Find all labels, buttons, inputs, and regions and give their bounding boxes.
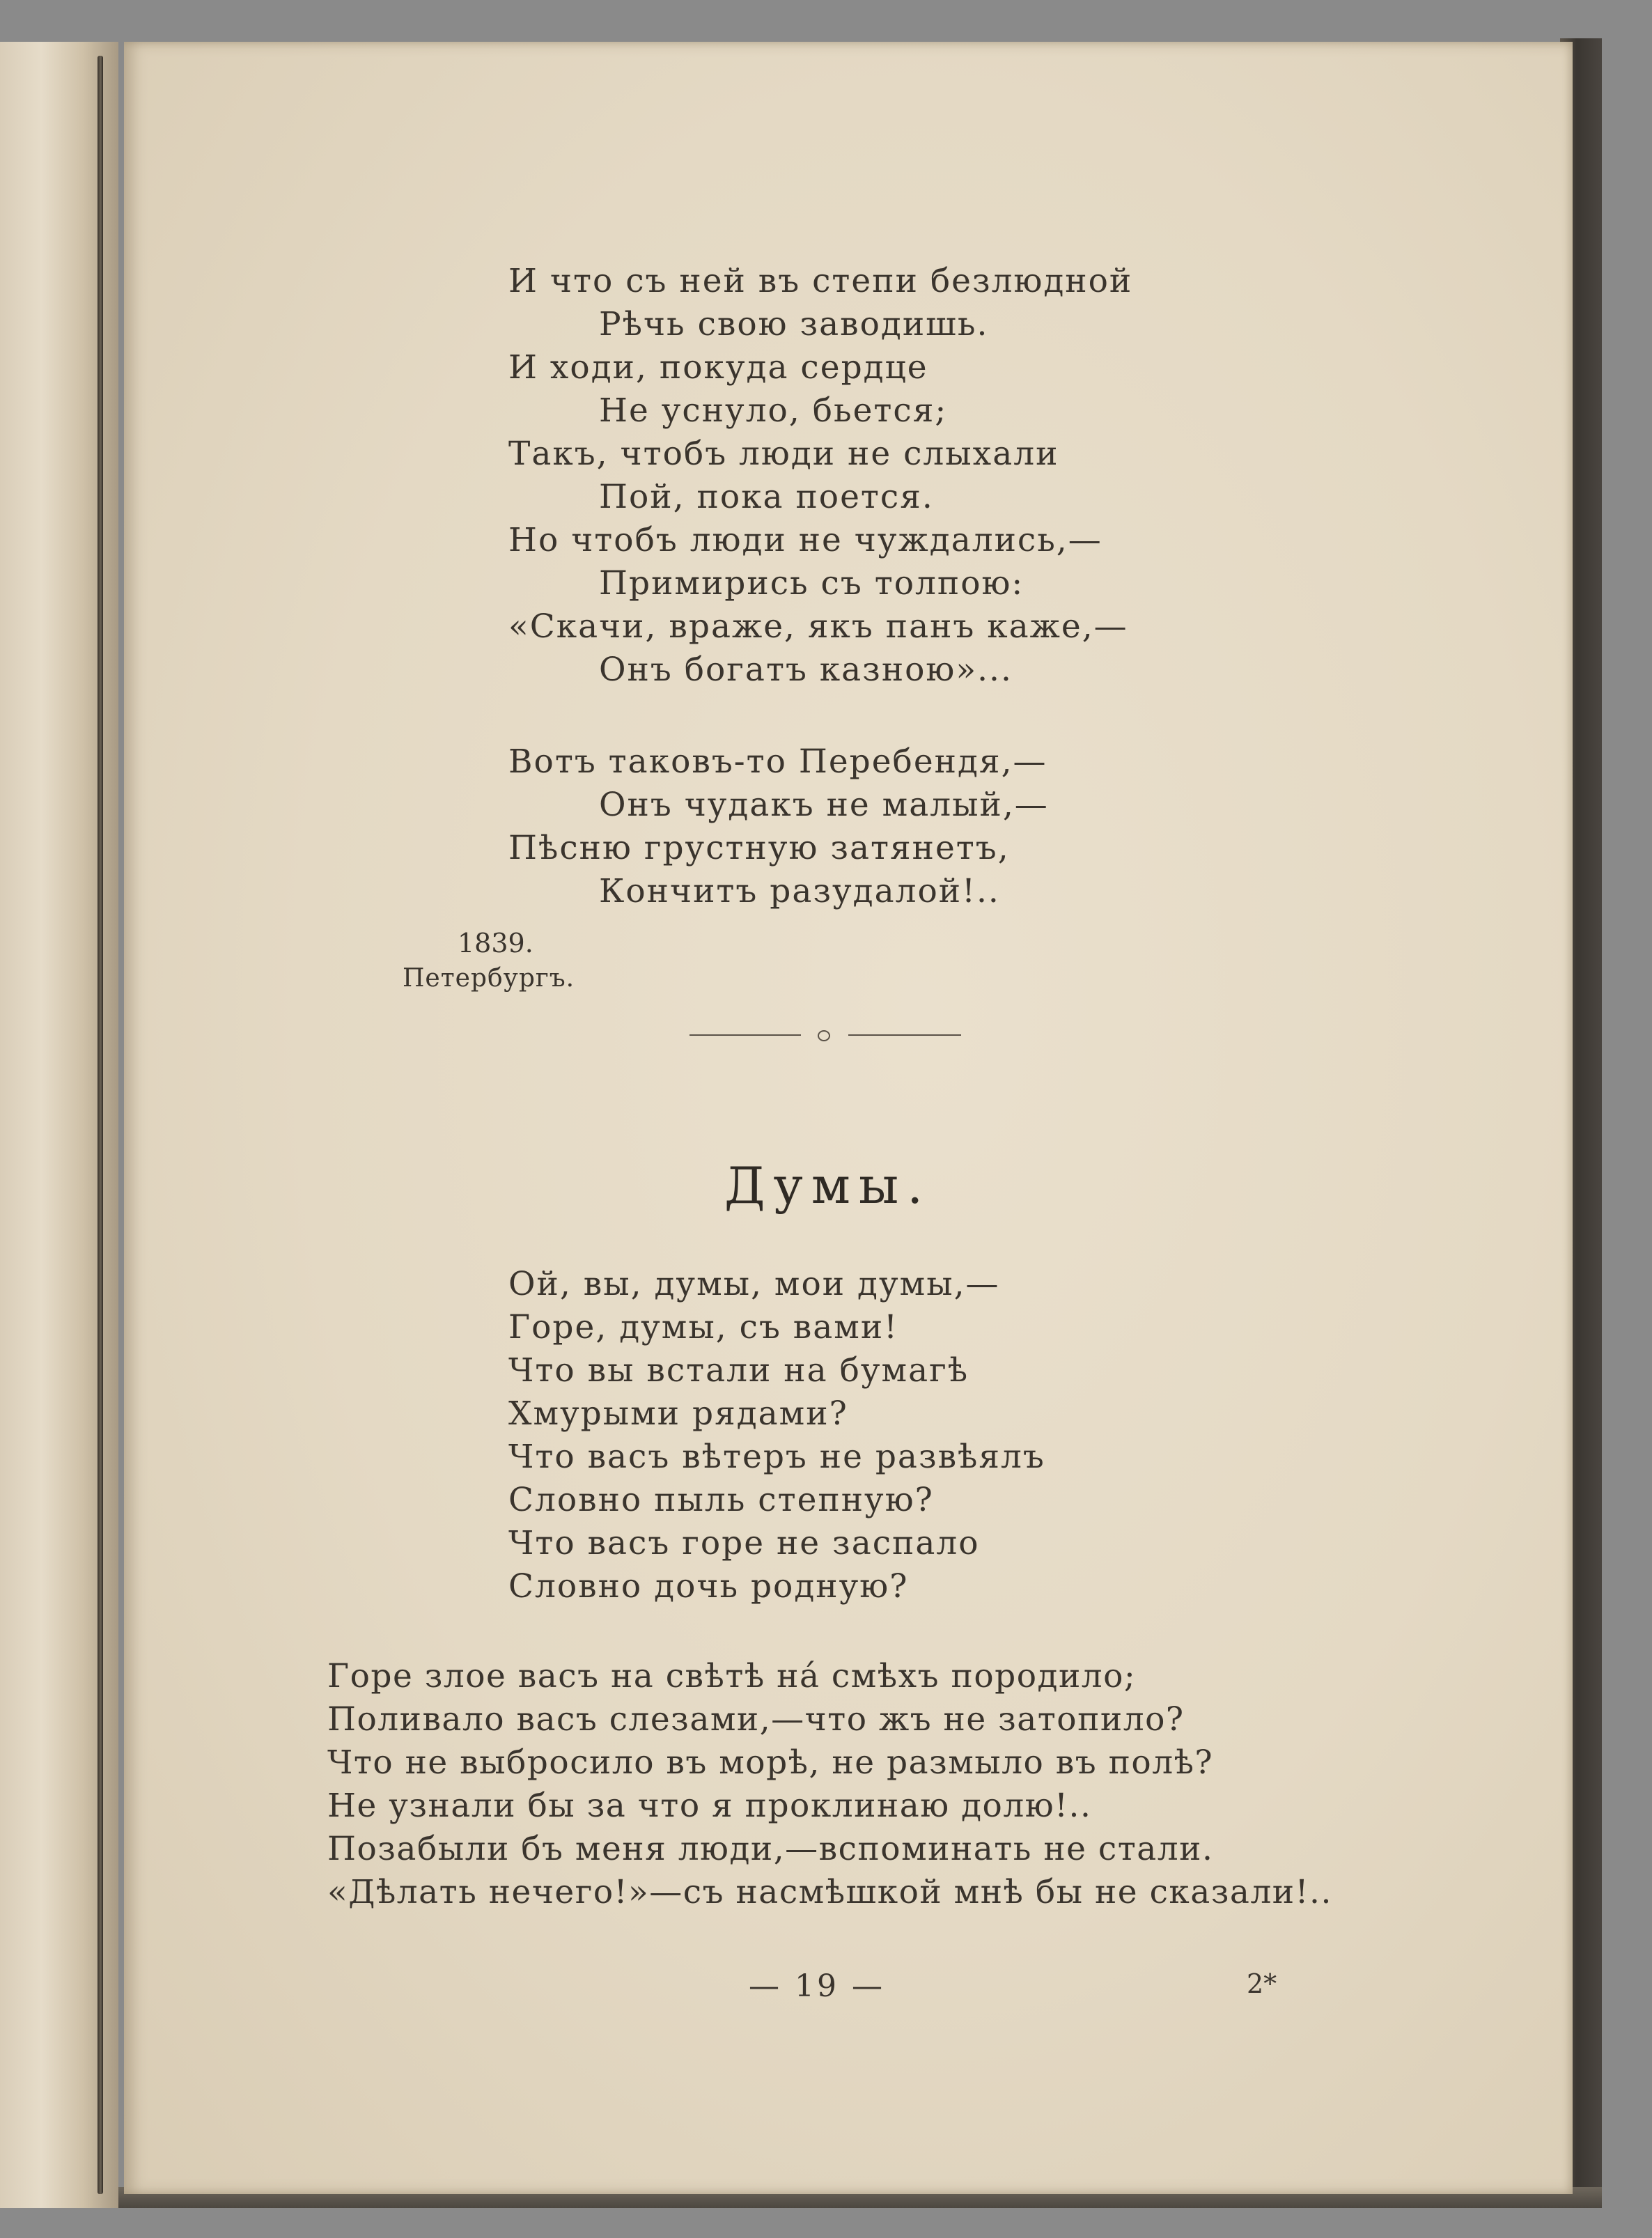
divider-ornament bbox=[818, 1030, 830, 1041]
verse-line: И ходи, покуда сердце bbox=[508, 348, 928, 387]
verse-line: Пой, пока поется. bbox=[599, 478, 934, 516]
verse-line: Онъ чудакъ не малый,— bbox=[599, 786, 1049, 824]
verse-line: Позабыли бъ меня люди,—вспоминать не стали. bbox=[327, 1830, 1214, 1868]
verse-line: Что не выбросило въ морѣ, не размыло въ полѣ? bbox=[327, 1743, 1214, 1782]
poem1-stanza2 bbox=[508, 740, 1049, 913]
verse-line: Не узнали бы за что я проклинаю долю!.. bbox=[327, 1787, 1092, 1825]
verse-line: Хмурыми рядами? bbox=[508, 1394, 848, 1433]
section-divider bbox=[689, 1028, 961, 1042]
page-number: — 19 — bbox=[749, 1968, 885, 2004]
verse-line: Такъ, чтобъ люди не слыхали bbox=[508, 435, 1059, 473]
verse-line: Вотъ таковъ-то Перебендя,— bbox=[508, 743, 1047, 781]
verse-line: Горе, думы, съ вами! bbox=[508, 1308, 899, 1346]
verse-line: Поливало васъ слезами,—что жъ не затопило? bbox=[327, 1700, 1185, 1739]
divider-rule-left bbox=[689, 1034, 801, 1036]
verse-line: «Дѣлать нечего!»—съ насмѣшкой мнѣ бы не сказали!.. bbox=[327, 1873, 1332, 1911]
poem1-stanza1 bbox=[508, 260, 1132, 692]
poem-date: 1839. bbox=[458, 928, 533, 958]
verse-line: Что васъ вѣтеръ не развѣялъ bbox=[508, 1438, 1045, 1476]
poem2-stanza1 bbox=[508, 1263, 1045, 1608]
verse-line: Словно пыль степную? bbox=[508, 1481, 934, 1519]
poem-title: Думы. bbox=[724, 1156, 932, 1215]
verse-line: Словно дочь родную? bbox=[508, 1567, 909, 1606]
verse-line: Не уснуло, бьется; bbox=[599, 391, 948, 430]
verse-line: Но чтобъ люди не чуждались,— bbox=[508, 521, 1102, 559]
verse-line: Ой, вы, думы, мои думы,— bbox=[508, 1265, 1000, 1303]
book-spine bbox=[98, 56, 103, 2194]
verse-line: Онъ богатъ казною»... bbox=[599, 651, 1013, 689]
verse-line: И что съ ней въ степи безлюдной bbox=[508, 262, 1133, 300]
verse-line: Пѣсню грустную затянетъ, bbox=[508, 829, 1010, 867]
verse-line: Кончитъ разудалой!.. bbox=[599, 872, 1000, 910]
verse-line: Горе злое васъ на свѣтѣ нá смѣхъ породило; bbox=[327, 1657, 1137, 1695]
printer-signature-mark: 2* bbox=[1247, 1968, 1277, 1999]
poem2-stanza2 bbox=[327, 1655, 1332, 1914]
verse-line: Примирись съ толпою: bbox=[599, 564, 1024, 603]
divider-rule-right bbox=[848, 1034, 961, 1036]
poem-place: Петербургъ. bbox=[403, 964, 575, 993]
verse-line: Что васъ горе не заспало bbox=[508, 1524, 980, 1562]
verse-line: Рѣчь свою заводишь. bbox=[599, 305, 989, 343]
verse-line: Что вы встали на бумагѣ bbox=[508, 1351, 969, 1390]
verse-line: «Скачи, враже, якъ панъ каже,— bbox=[508, 607, 1128, 646]
